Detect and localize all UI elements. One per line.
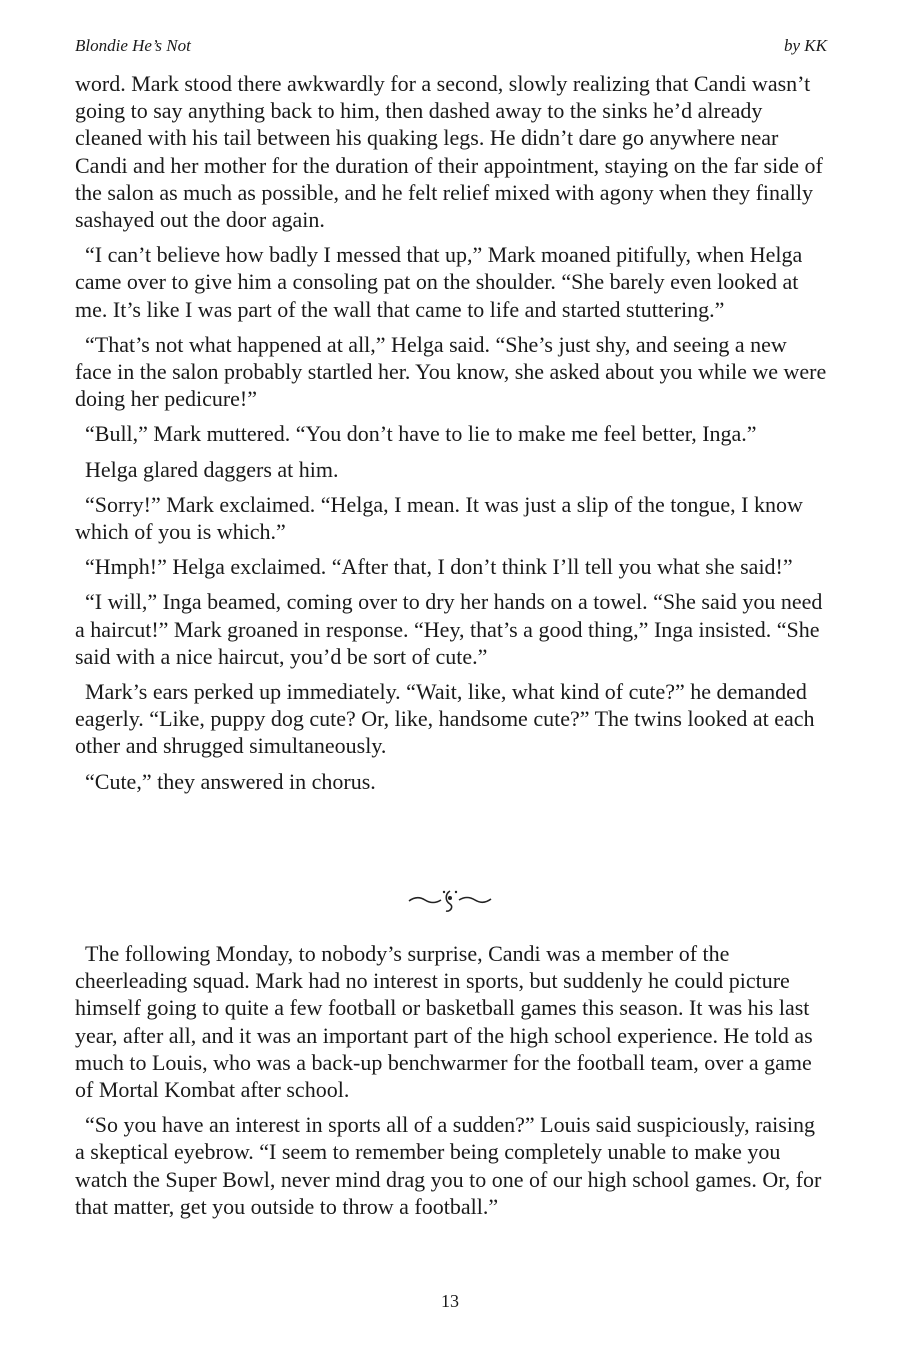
author-credit: by KK <box>784 36 827 55</box>
paragraph: “Sorry!” Mark exclaimed. “Helga, I mean. It was just a slip of the tongue, I know which of you is which.” <box>75 491 803 545</box>
paragraph: Helga glared daggers at him. <box>85 456 339 482</box>
paragraph: “Bull,” Mark muttered. “You don’t have to lie to make me feel better, Inga.” <box>85 421 757 447</box>
page-number: 13 <box>441 1291 459 1311</box>
paragraph: word. Mark stood there awkwardly for a second, slowly realizing that Candi wasn’t going to say anything back to him, then dashed away to the sinks he’d already cleaned with his tail between his quaking legs. He didn’t dare go anywhere near Candi and her mother for the duration of their appointment, staying on the far side of the salon as much as possible, and he felt relief mixed with agony when they finally sashayed out the door again. <box>75 71 823 233</box>
paragraph: The following Monday, to nobody’s surprise, Candi was a member of the cheerleading squad. Mark had no interest in sports, but suddenly he could picture himself going to quite a few football or basketball games this season. It was his last year, after all, and it was an important part of the high school experience. He told as much to Louis, who was a back-up benchwarmer for the football team, over a game of Mortal Kombat after school. <box>75 941 813 1103</box>
body-text-section-1 <box>75 70 827 803</box>
paragraph: Mark’s ears perked up immediately. “Wait, like, what kind of cute?” he demanded eagerly. “Like, puppy dog cute? Or, like, handsome cute?” The twins looked at each other and shrugged simultaneously. <box>75 679 815 759</box>
paragraph: “I can’t believe how badly I messed that up,” Mark moaned pitifully, when Helga came over to give him a consoling pat on the shoulder. “She barely even looked at me. It’s like I was part of the wall that came to life and started stuttering.” <box>75 242 803 322</box>
paragraph: “Cute,” they answered in chorus. <box>85 768 376 794</box>
paragraph: “I will,” Inga beamed, coming over to dry her hands on a towel. “She said you need a haircut!” Mark groaned in response. “Hey, that’s a good thing,” Inga insisted. “She said with a nice haircut, you’d be sort of cute.” <box>75 589 823 669</box>
paragraph: “So you have an interest in sports all of a sudden?” Louis said suspiciously, raising a skeptical eyebrow. “I seem to remember being completely unable to make you watch the Super Bowl, never mind drag you to one of our high school games. Or, for that matter, get you outside to throw a football.” <box>75 1112 822 1219</box>
body-text-section-2 <box>75 940 827 1228</box>
book-title: Blondie He’s Not <box>75 36 191 55</box>
paragraph: “Hmph!” Helga exclaimed. “After that, I don’t think I’ll tell you what she said!” <box>85 554 793 580</box>
running-head <box>75 35 827 57</box>
scene-break-flourish-icon <box>0 878 900 918</box>
paragraph: “That’s not what happened at all,” Helga said. “She’s just shy, and seeing a new face in the salon probably startled her. You know, she asked about you while we were doing her pedicure!” <box>75 331 827 412</box>
